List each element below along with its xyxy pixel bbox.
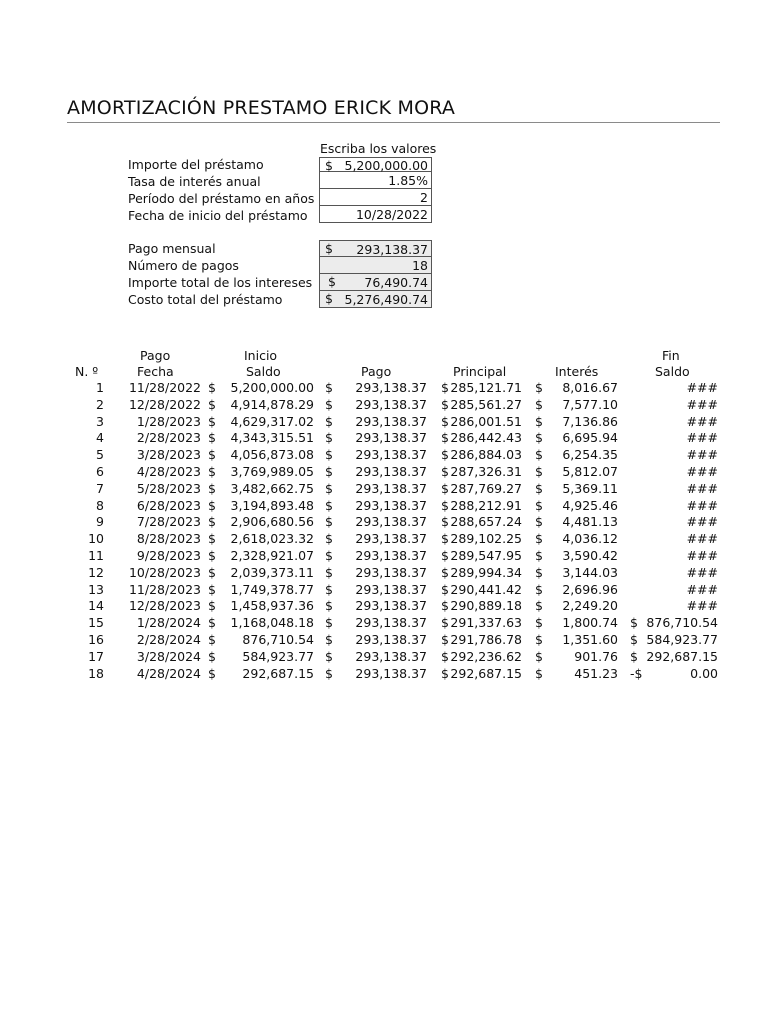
cell-interes: 6,695.94 bbox=[562, 430, 618, 446]
currency-symbol: $ bbox=[208, 514, 216, 530]
cell-saldo-inicio: 4,914,878.29 bbox=[230, 396, 314, 412]
currency-symbol: $ bbox=[208, 581, 216, 597]
cell-principal: 287,769.27 bbox=[450, 480, 522, 496]
cell-saldo-fin: ### bbox=[686, 548, 718, 563]
cell-principal: 290,889.18 bbox=[450, 598, 522, 614]
cell-fecha: 1/28/2024 bbox=[136, 615, 201, 631]
currency-symbol: $ bbox=[325, 531, 333, 547]
cell-pago: 293,138.37 bbox=[355, 413, 427, 429]
cell-saldo-fin: 0.00 bbox=[690, 665, 718, 681]
cell-fecha: 11/28/2023 bbox=[128, 581, 201, 597]
summary-value: 5,276,490.74 bbox=[344, 292, 428, 307]
currency-symbol: $ bbox=[325, 548, 333, 563]
header-fecha: Fecha bbox=[137, 364, 174, 379]
cell-no: 10 bbox=[88, 531, 104, 547]
cell-fecha: 2/28/2024 bbox=[136, 632, 201, 647]
cell-interes: 3,590.42 bbox=[562, 548, 618, 563]
currency-symbol: $ bbox=[208, 564, 216, 580]
cell-principal: 285,121.71 bbox=[450, 380, 522, 395]
cell-no: 1 bbox=[96, 380, 104, 395]
currency-symbol: $ bbox=[441, 564, 449, 580]
input-label: Fecha de inicio del préstamo bbox=[128, 208, 308, 223]
currency-symbol: $ bbox=[535, 598, 543, 614]
cell-fecha: 6/28/2023 bbox=[136, 497, 201, 513]
cell-principal: 292,236.62 bbox=[450, 648, 522, 664]
cell-saldo-inicio: 2,039,373.11 bbox=[230, 564, 314, 580]
currency-symbol: $ bbox=[535, 514, 543, 530]
cell-fecha: 11/28/2022 bbox=[128, 380, 201, 395]
currency-symbol: $ bbox=[325, 413, 333, 429]
cell-interes: 1,351.60 bbox=[562, 632, 618, 647]
cell-saldo-inicio: 4,056,873.08 bbox=[230, 447, 314, 463]
currency-symbol: $ bbox=[535, 396, 543, 412]
cell-principal: 290,441.42 bbox=[450, 581, 522, 597]
cell-saldo-inicio: 1,168,048.18 bbox=[230, 615, 314, 631]
cell-saldo-inicio: 2,618,023.32 bbox=[230, 531, 314, 547]
currency-symbol: $ bbox=[208, 497, 216, 513]
cell-interes: 8,016.67 bbox=[562, 380, 618, 395]
cell-interes: 4,036.12 bbox=[562, 531, 618, 547]
currency-symbol: $ bbox=[325, 581, 333, 597]
cell-saldo-inicio: 2,906,680.56 bbox=[230, 514, 314, 530]
input-cell[interactable] bbox=[319, 157, 432, 172]
currency-symbol: $ bbox=[535, 380, 543, 395]
currency-symbol: $ bbox=[325, 158, 333, 173]
cell-pago: 293,138.37 bbox=[355, 480, 427, 496]
header-pago: Pago bbox=[361, 364, 392, 379]
currency-symbol: $ bbox=[535, 497, 543, 513]
cell-interes: 5,812.07 bbox=[562, 464, 618, 479]
cell-fecha: 4/28/2024 bbox=[136, 665, 201, 681]
currency-symbol: $ bbox=[441, 430, 449, 446]
summary-value: 18 bbox=[412, 258, 428, 273]
cell-no: 4 bbox=[96, 430, 104, 446]
currency-symbol: $ bbox=[535, 480, 543, 496]
currency-symbol: $ bbox=[208, 480, 216, 496]
cell-interes: 4,925.46 bbox=[562, 497, 618, 513]
cell-saldo-fin: 876,710.54 bbox=[646, 615, 718, 631]
cell-saldo-fin: ### bbox=[686, 497, 718, 513]
cell-saldo-fin: ### bbox=[686, 464, 718, 479]
cell-saldo-inicio: 292,687.15 bbox=[242, 665, 314, 681]
currency-symbol: $ bbox=[441, 380, 449, 395]
currency-symbol: $ bbox=[208, 396, 216, 412]
cell-no: 18 bbox=[88, 665, 104, 681]
cell-saldo-inicio: 5,200,000.00 bbox=[230, 380, 314, 395]
currency-symbol: $ bbox=[208, 447, 216, 463]
input-cell[interactable] bbox=[319, 172, 432, 189]
currency-symbol: $ bbox=[208, 548, 216, 563]
cell-saldo-inicio: 584,923.77 bbox=[242, 648, 314, 664]
currency-symbol: $ bbox=[325, 598, 333, 614]
cell-principal: 292,687.15 bbox=[450, 665, 522, 681]
cell-interes: 5,369.11 bbox=[562, 480, 618, 496]
cell-fecha: 12/28/2022 bbox=[128, 396, 201, 412]
cell-interes: 7,577.10 bbox=[562, 396, 618, 412]
cell-no: 5 bbox=[96, 447, 104, 463]
cell-pago: 293,138.37 bbox=[355, 396, 427, 412]
currency-symbol: $ bbox=[441, 648, 449, 664]
currency-symbol: $ bbox=[208, 413, 216, 429]
currency-symbol: $ bbox=[325, 396, 333, 412]
currency-symbol: $ bbox=[325, 632, 333, 647]
currency-symbol: $ bbox=[441, 615, 449, 631]
cell-principal: 286,884.03 bbox=[450, 447, 522, 463]
cell-saldo-fin: ### bbox=[686, 564, 718, 580]
cell-saldo-fin: ### bbox=[686, 430, 718, 446]
currency-symbol: $ bbox=[328, 274, 336, 289]
currency-symbol: $ bbox=[630, 615, 638, 631]
cell-no: 16 bbox=[88, 632, 104, 647]
cell-pago: 293,138.37 bbox=[355, 615, 427, 631]
cell-interes: 2,249.20 bbox=[562, 598, 618, 614]
cell-saldo-inicio: 4,343,315.51 bbox=[230, 430, 314, 446]
summary-value: 293,138.37 bbox=[356, 242, 428, 257]
cell-pago: 293,138.37 bbox=[355, 564, 427, 580]
currency-symbol: $ bbox=[325, 430, 333, 446]
input-cell[interactable] bbox=[319, 206, 432, 223]
currency-symbol: $ bbox=[441, 531, 449, 547]
currency-symbol: $ bbox=[325, 615, 333, 631]
currency-symbol: $ bbox=[325, 464, 333, 479]
currency-symbol: $ bbox=[441, 413, 449, 429]
cell-saldo-inicio: 1,749,378.77 bbox=[230, 581, 314, 597]
currency-symbol: $ bbox=[208, 632, 216, 647]
header-saldo: Saldo bbox=[246, 364, 281, 379]
currency-symbol: $ bbox=[208, 648, 216, 664]
cell-no: 15 bbox=[88, 615, 104, 631]
cell-pago: 293,138.37 bbox=[355, 598, 427, 614]
cell-fecha: 7/28/2023 bbox=[136, 514, 201, 530]
currency-symbol: $ bbox=[535, 581, 543, 597]
header-fecha-top: Pago bbox=[140, 348, 171, 363]
header-saldo-top: Inicio bbox=[244, 348, 278, 363]
currency-symbol: $ bbox=[208, 615, 216, 631]
cell-saldo-fin: 584,923.77 bbox=[646, 632, 718, 647]
currency-symbol: $ bbox=[535, 531, 543, 547]
cell-fecha: 1/28/2023 bbox=[136, 413, 201, 429]
cell-saldo-fin: ### bbox=[686, 514, 718, 530]
currency-symbol: -$ bbox=[630, 665, 643, 681]
currency-symbol: $ bbox=[441, 514, 449, 530]
cell-interes: 2,696.96 bbox=[562, 581, 618, 597]
cell-no: 9 bbox=[96, 514, 104, 530]
cell-pago: 293,138.37 bbox=[355, 581, 427, 597]
currency-symbol: $ bbox=[441, 665, 449, 681]
cell-no: 17 bbox=[88, 648, 104, 664]
input-value: 2 bbox=[420, 190, 428, 205]
cell-principal: 288,657.24 bbox=[450, 514, 522, 530]
currency-symbol: $ bbox=[208, 464, 216, 479]
currency-symbol: $ bbox=[630, 632, 638, 647]
currency-symbol: $ bbox=[441, 480, 449, 496]
cell-saldo-inicio: 3,194,893.48 bbox=[230, 497, 314, 513]
cell-fecha: 8/28/2023 bbox=[136, 531, 201, 547]
currency-symbol: $ bbox=[325, 241, 333, 256]
input-value: 1.85% bbox=[388, 173, 428, 188]
cell-no: 13 bbox=[88, 581, 104, 597]
cell-saldo-fin: ### bbox=[686, 413, 718, 429]
page-title: AMORTIZACIÓN PRESTAMO ERICK MORA bbox=[67, 97, 456, 119]
cell-saldo-inicio: 3,769,989.05 bbox=[230, 464, 314, 479]
currency-symbol: $ bbox=[441, 447, 449, 463]
cell-fecha: 12/28/2023 bbox=[128, 598, 201, 614]
currency-symbol: $ bbox=[630, 648, 638, 664]
cell-principal: 286,001.51 bbox=[450, 413, 522, 429]
currency-symbol: $ bbox=[535, 464, 543, 479]
cell-fecha: 5/28/2023 bbox=[136, 480, 201, 496]
cell-saldo-fin: ### bbox=[686, 447, 718, 463]
cell-no: 14 bbox=[88, 598, 104, 614]
input-cell[interactable] bbox=[319, 189, 432, 206]
header-principal: Principal bbox=[453, 364, 507, 379]
cell-no: 7 bbox=[96, 480, 104, 496]
cell-saldo-fin: ### bbox=[686, 480, 718, 496]
cell-pago: 293,138.37 bbox=[355, 548, 427, 563]
cell-pago: 293,138.37 bbox=[355, 464, 427, 479]
currency-symbol: $ bbox=[208, 598, 216, 614]
cell-saldo-fin: 292,687.15 bbox=[646, 648, 718, 664]
cell-interes: 6,254.35 bbox=[562, 447, 618, 463]
currency-symbol: $ bbox=[208, 531, 216, 547]
cell-pago: 293,138.37 bbox=[355, 447, 427, 463]
cell-pago: 293,138.37 bbox=[355, 380, 427, 395]
cell-saldo-inicio: 2,328,921.07 bbox=[230, 548, 314, 563]
summary-cell bbox=[319, 291, 432, 308]
cell-no: 8 bbox=[96, 497, 104, 513]
cell-fecha: 4/28/2023 bbox=[136, 464, 201, 479]
cell-saldo-inicio: 4,629,317.02 bbox=[230, 413, 314, 429]
currency-symbol: $ bbox=[535, 447, 543, 463]
cell-interes: 3,144.03 bbox=[562, 564, 618, 580]
cell-principal: 289,102.25 bbox=[450, 531, 522, 547]
cell-interes: 7,136.86 bbox=[562, 413, 618, 429]
cell-no: 3 bbox=[96, 413, 104, 429]
currency-symbol: $ bbox=[325, 514, 333, 530]
input-value: 5,200,000.00 bbox=[344, 158, 428, 173]
input-label: Importe del préstamo bbox=[128, 157, 264, 172]
cell-fecha: 9/28/2023 bbox=[136, 548, 201, 563]
cell-interes: 901.76 bbox=[574, 648, 618, 664]
currency-symbol: $ bbox=[325, 564, 333, 580]
cell-principal: 289,547.95 bbox=[450, 548, 522, 563]
cell-saldo-inicio: 3,482,662.75 bbox=[230, 480, 314, 496]
header-interes: Interés bbox=[555, 364, 599, 379]
currency-symbol: $ bbox=[208, 665, 216, 681]
cell-principal: 285,561.27 bbox=[450, 396, 522, 412]
summary-label: Pago mensual bbox=[128, 241, 216, 256]
currency-symbol: $ bbox=[535, 615, 543, 631]
cell-pago: 293,138.37 bbox=[355, 632, 427, 647]
cell-fecha: 2/28/2023 bbox=[136, 430, 201, 446]
currency-symbol: $ bbox=[325, 380, 333, 395]
cell-interes: 451.23 bbox=[574, 665, 618, 681]
cell-pago: 293,138.37 bbox=[355, 665, 427, 681]
currency-symbol: $ bbox=[441, 497, 449, 513]
cell-principal: 289,994.34 bbox=[450, 564, 522, 580]
currency-symbol: $ bbox=[208, 430, 216, 446]
cell-fecha: 3/28/2024 bbox=[136, 648, 201, 664]
cell-interes: 4,481.13 bbox=[562, 514, 618, 530]
title-divider bbox=[67, 122, 720, 123]
cell-saldo-inicio: 1,458,937.36 bbox=[230, 598, 314, 614]
summary-label: Importe total de los intereses bbox=[128, 275, 313, 290]
cell-principal: 291,337.63 bbox=[450, 615, 522, 631]
cell-saldo-fin: ### bbox=[686, 598, 718, 614]
summary-value: 76,490.74 bbox=[364, 275, 428, 290]
cell-pago: 293,138.37 bbox=[355, 514, 427, 530]
inputs-header: Escriba los valores bbox=[320, 141, 437, 156]
header-fin-top: Fin bbox=[662, 348, 680, 363]
cell-no: 11 bbox=[88, 548, 104, 563]
currency-symbol: $ bbox=[441, 632, 449, 647]
header-fin: Saldo bbox=[655, 364, 690, 379]
currency-symbol: $ bbox=[325, 665, 333, 681]
currency-symbol: $ bbox=[535, 564, 543, 580]
cell-principal: 288,212.91 bbox=[450, 497, 522, 513]
currency-symbol: $ bbox=[441, 548, 449, 563]
cell-saldo-inicio: 876,710.54 bbox=[242, 632, 314, 647]
currency-symbol: $ bbox=[325, 447, 333, 463]
summary-label: Costo total del préstamo bbox=[128, 292, 283, 307]
header-no: N. º bbox=[75, 364, 99, 379]
currency-symbol: $ bbox=[535, 430, 543, 446]
cell-fecha: 10/28/2023 bbox=[128, 564, 201, 580]
cell-principal: 286,442.43 bbox=[450, 430, 522, 446]
input-label: Período del préstamo en años bbox=[128, 191, 315, 206]
cell-principal: 287,326.31 bbox=[450, 464, 522, 479]
cell-saldo-fin: ### bbox=[686, 396, 718, 412]
currency-symbol: $ bbox=[535, 648, 543, 664]
cell-pago: 293,138.37 bbox=[355, 497, 427, 513]
currency-symbol: $ bbox=[441, 464, 449, 479]
cell-no: 6 bbox=[96, 464, 104, 479]
currency-symbol: $ bbox=[325, 648, 333, 664]
currency-symbol: $ bbox=[535, 548, 543, 563]
cell-saldo-fin: ### bbox=[686, 380, 718, 395]
summary-cell bbox=[319, 257, 432, 274]
cell-pago: 293,138.37 bbox=[355, 531, 427, 547]
currency-symbol: $ bbox=[441, 396, 449, 412]
cell-interes: 1,800.74 bbox=[562, 615, 618, 631]
currency-symbol: $ bbox=[208, 380, 216, 395]
cell-fecha: 3/28/2023 bbox=[136, 447, 201, 463]
currency-symbol: $ bbox=[325, 291, 333, 306]
input-label: Tasa de interés anual bbox=[128, 174, 261, 189]
cell-saldo-fin: ### bbox=[686, 581, 718, 597]
currency-symbol: $ bbox=[441, 598, 449, 614]
summary-cell bbox=[319, 274, 432, 291]
cell-saldo-fin: ### bbox=[686, 531, 718, 547]
currency-symbol: $ bbox=[325, 497, 333, 513]
cell-no: 2 bbox=[96, 396, 104, 412]
cell-pago: 293,138.37 bbox=[355, 648, 427, 664]
summary-label: Número de pagos bbox=[128, 258, 239, 273]
currency-symbol: $ bbox=[535, 413, 543, 429]
cell-pago: 293,138.37 bbox=[355, 430, 427, 446]
summary-cell bbox=[319, 240, 432, 257]
currency-symbol: $ bbox=[535, 665, 543, 681]
currency-symbol: $ bbox=[325, 480, 333, 496]
input-value: 10/28/2022 bbox=[355, 207, 428, 222]
cell-no: 12 bbox=[88, 564, 104, 580]
cell-principal: 291,786.78 bbox=[450, 632, 522, 647]
currency-symbol: $ bbox=[441, 581, 449, 597]
currency-symbol: $ bbox=[535, 632, 543, 647]
